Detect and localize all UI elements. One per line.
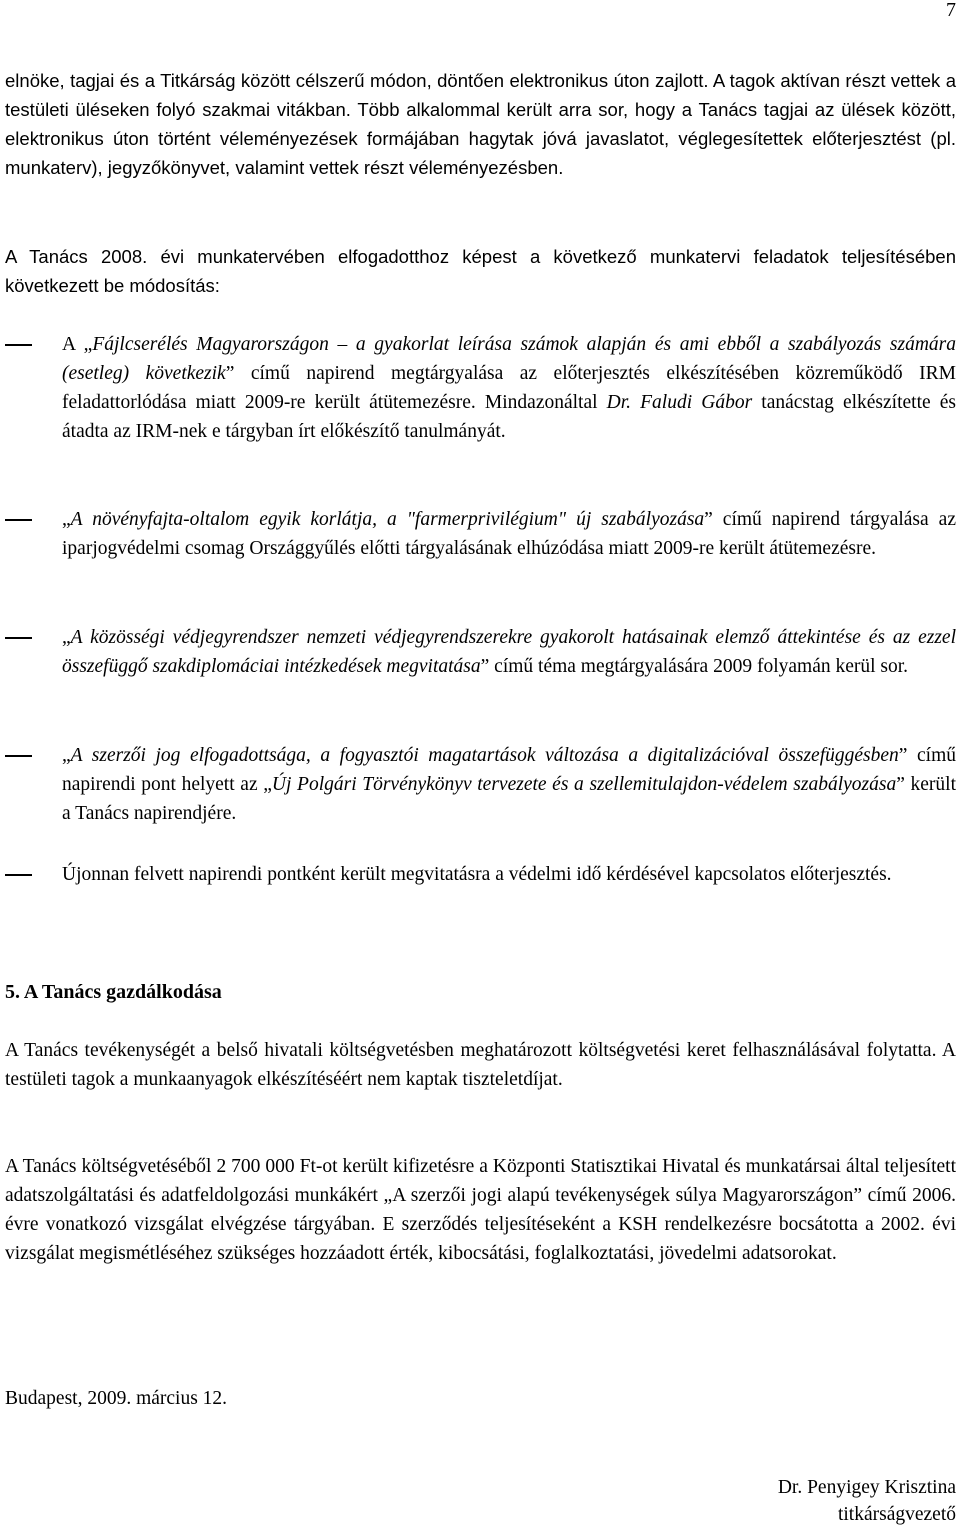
dash-bullet-icon [5,637,32,639]
list-item [5,330,956,446]
dash-bullet-icon [5,874,32,876]
list-item [5,505,956,563]
dash-bullet-icon [5,344,32,346]
page-number: 7 [946,0,956,21]
date-line: Budapest, 2009. március 12. [5,1388,228,1409]
modification-intro-paragraph: A Tanács 2008. évi munkatervében elfogadotthoz képest a következő munkatervi feladatok teljesítésében következett be módosítás: [5,246,956,296]
list-item-text: Újonnan felvett napirendi pontként került megvitatásra a védelmi idő kérdésével kapcsolatos előterjesztés. [62,864,892,885]
list-item-text: A „Fájlcserélés Magyarországon – a gyakorlat leírása számok alapján és ami ebből a szabályozás számára (esetleg) következik” című napirend megtárgyalása az előterjesztés elkészítésében közreműködő IRM feladattorlódása miatt 2009-re került átütemezésre. Mindazonáltal Dr. Faludi Gábor tanácstag elkészítette és átadta az IRM-nek e tárgyban írt előkészítő tanulmányát. [62,334,957,442]
list-item-text: „A növényfajta-oltalom egyik korlátja, a "farmerprivilégium" új szabályozása” című napirend tárgyalása az iparjogvédelmi csomag Országgyűlés előtti tárgyalásának elhúzódása miatt 2009-re került átütemezésre. [62,509,956,559]
budget-paragraph: A Tanács tevékenységét a belső hivatali költségvetésben meghatározott költségvetési keret felhasználásával folytatta. A testületi tagok a munkaanyagok elkészítéséért nem kaptak tiszteletdíjat. [5,1040,956,1090]
intro-paragraph: elnöke, tagjai és a Titkárság között célszerű módon, döntően elektronikus úton zajlott. A tagok aktívan részt vettek a testületi üléseken folyó szakmai vitákban. Több alkalommal került arra sor, hogy a Tanács tagjai az ülések között, elektronikus úton történt véleményezések formájában hagytak jóvá javaslatot, véglegesítettek előterjesztést (pl. munkaterv), jegyzőkönyvet, valamint vettek részt véleményezésben. [5,70,956,178]
dash-bullet-icon [5,519,32,521]
list-item-text: „A szerzői jog elfogadottsága, a fogyasztói magatartások változása a digitalizációval összefüggésben” című napirendi pont helyett az „Új Polgári Törvénykönyv tervezete és a szellemitulajdon-védelem szabályozása” került a Tanács napirendjére. [62,745,956,824]
signature-block [778,1474,956,1528]
list-item [5,623,956,681]
list-item-text: „A közösségi védjegyrendszer nemzeti védjegyrendszerekre gyakorolt hatásainak elemző áttekintése és az ezzel összefüggő szakdiplomáciai intézkedések megvitatása” című téma megtárgyalására 2009 folyamán kerül sor. [62,627,956,677]
list-item [5,860,956,889]
signatory-name: Dr. Penyigey Krisztina [777,1477,956,1498]
section-heading: 5. A Tanács gazdálkodása [5,981,222,1003]
dash-bullet-icon [5,755,32,757]
list-item [5,741,956,828]
signatory-title: titkárságvezető [837,1504,956,1525]
ksh-payment-paragraph: A Tanács költségvetéséből 2 700 000 Ft-ot került kifizetésre a Központi Statisztikai Hivatal és munkatársai által teljesített adatszolgáltatási és adatfeldolgozási munkákért „A szerzői jogi alapú tevékenységek súlya Magyarországon” című 2006. évre vonatkozó vizsgálat elvégzése tárgyában. E szerződés teljesítéseként a KSH rendelkezésre bocsátotta a 2002. évi vizsgálat megismétléséhez szükséges hozzáadott érték, kibocsátási, foglalkoztatási, jövedelmi adatsorokat. [5,1156,956,1264]
